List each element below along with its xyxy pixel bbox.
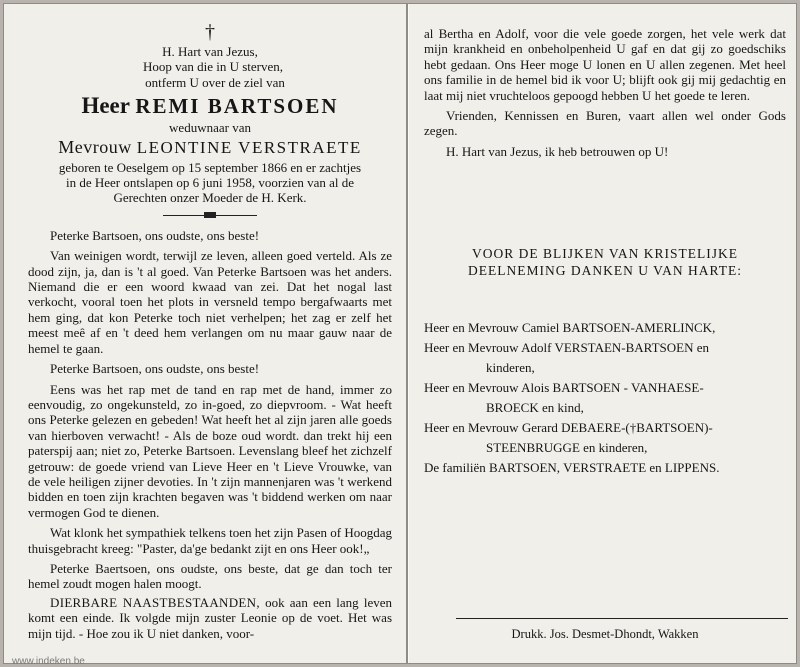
- paragraph-7: [28, 595, 392, 641]
- left-page: [28, 4, 392, 646]
- family-entry-cont: BROECK en kind,: [486, 400, 584, 416]
- widower-label: weduwnaar van: [169, 120, 251, 136]
- families-summary: De familiën BARTSOEN, VERSTRAETE en LIPPENS.: [424, 460, 720, 476]
- opening-line-2: Hoop van die in U sterven,: [142, 59, 284, 75]
- birth-line-3: Gerechten onzer Moeder de H. Kerk.: [113, 190, 307, 206]
- family-entry-cont: STEENBRUGGE en kinderen,: [486, 440, 648, 456]
- family-entry: Heer en Mevrouw Adolf VERSTAEN-BARTSOEN en: [424, 340, 709, 356]
- bottom-rule: [456, 618, 788, 619]
- family-list: [424, 319, 786, 477]
- family-entry: Heer en Mevrouw Gerard DEBAERE-(†BARTSOEN)-: [424, 420, 713, 436]
- watermark: www.indeken.be: [12, 656, 85, 667]
- wife-surname: LEONTINE VERSTRAETE: [136, 137, 362, 157]
- paragraph-5: Wat klonk het sympathiek telkens toen het zijn Pasen of Hoogdag thuisgebracht kreeg: "Paster, da'ge bedankt zijt en ons Heer ook!„: [28, 525, 392, 556]
- paragraph-2: Van weinigen wordt, terwijl ze leven, alleen goed verteld. Als ze dood zijn, ja, dan is 't al goed. Van Peterke Bartsoen was het anders. Niemand die er een woord kwaad van zei. Dat het nogal last verkocht, vooral toen het plots in versneld tempo bergafwaarts met hem ging, dat kon Peterke toch niet verhelpen; het zag er zelf het meest meê af en 't deed hem verlangen om nu maar gauw naar de hemel te gaan.: [28, 248, 392, 356]
- paragraph-6: Peterke Baertsoen, ons oudste, ons beste, dat ge dan toch ter hemel zoudt mogen halen moogt.: [28, 560, 392, 592]
- thanks-line-2: DEELNEMING DANKEN U VAN HARTE:: [468, 263, 742, 279]
- wife-prefix: Mevrouw: [58, 136, 132, 157]
- right-page: [424, 4, 786, 479]
- printer-credit: Drukk. Jos. Desmet-Dhondt, Wakken: [511, 627, 699, 641]
- family-entry: Heer en Mevrouw Alois BARTSOEN - VANHAESE-: [424, 380, 704, 396]
- dear-relatives: DIERBARE NAASTBESTAANDEN,: [50, 594, 260, 610]
- divider: [28, 208, 392, 224]
- cross-icon: †: [205, 21, 215, 43]
- birth-line-2: in de Heer ontslapen op 6 juni 1958, voorzien van al de: [65, 175, 355, 191]
- birth-line-1: geboren te Oeselgem op 15 september 1866 en er zachtjes: [58, 159, 362, 175]
- paragraph-1: Peterke Bartsoen, ons oudste, ons beste!: [50, 227, 260, 243]
- name: REMI BARTSOEN: [135, 94, 339, 119]
- birth-death-info: [28, 160, 392, 206]
- thanks-line-1: VOOR DE BLIJKEN VAN KRISTELIJKE: [472, 246, 738, 262]
- paragraph-3: Peterke Bartsoen, ons oudste, ons beste!: [50, 361, 260, 377]
- right-paragraph-3: H. Hart van Jezus, ik heb betrouwen op U!: [446, 143, 669, 159]
- opening-line-1: H. Hart van Jezus,: [162, 44, 258, 59]
- paragraph-7-text: ook aan een lang leven komt een einde. Ik volgde mijn zuster Leonie op de voet. Het was mijn tijd. - Hoe zou ik U niet danken, voor-: [28, 594, 392, 641]
- title-prefix: Heer: [81, 93, 130, 119]
- deceased-name: [28, 92, 392, 120]
- opening-prayer: [28, 44, 392, 90]
- family-entry: Heer en Mevrouw Camiel BARTSOEN-AMERLINCK,: [424, 320, 716, 336]
- mourning-card: [3, 3, 797, 667]
- opening-line-3: ontferm U over de ziel van: [145, 74, 285, 90]
- family-entry-cont: kinderen,: [486, 360, 535, 376]
- thanks-heading: [424, 245, 786, 279]
- paragraph-4: Eens was het rap met de tand en rap met de hand, immer zo eenvoudig, zo ongekunsteld, zo in-goed, zo diepvroom. - Wat heeft ons Peterke gelezen en gebeden! Wat heeft het al zijn jaren alle goeds van hierboven verwacht! - Als de boze oud wordt. dan trekt hij een paterspij aan; niet zo, Peterke Bartsoen. Levenslang bleef het zichzelf getrouw: de goede vriend van Lieve Heer en 't Lieve Vrouwke, van de vele heiligen zijner devoties. In 't zijn mannenjaren was 't werkend bidden en toen zijn krachten begaven was 't biddend werken om naar vermogen God te dienen.: [28, 381, 392, 520]
- right-paragraph-2: Vrienden, Kennissen en Buren, vaart allen wel onder Gods zegen.: [424, 108, 786, 139]
- right-paragraph-1: al Bertha en Adolf, voor die vele goede zorgen, het vele werk dat mijn krankheid en onbeholpenheid U gaf en dat gij zo goedschiks hebt gedaan. Ons Heer moge U lonen en U allen zegenen. Met heel ons familie in de hemel bid ik voor U; blijft ook gij mij gedachtig en laat mij niet vruchteloos gepoogd hebben U het goede te leren.: [424, 26, 786, 103]
- wife-name: [28, 136, 392, 159]
